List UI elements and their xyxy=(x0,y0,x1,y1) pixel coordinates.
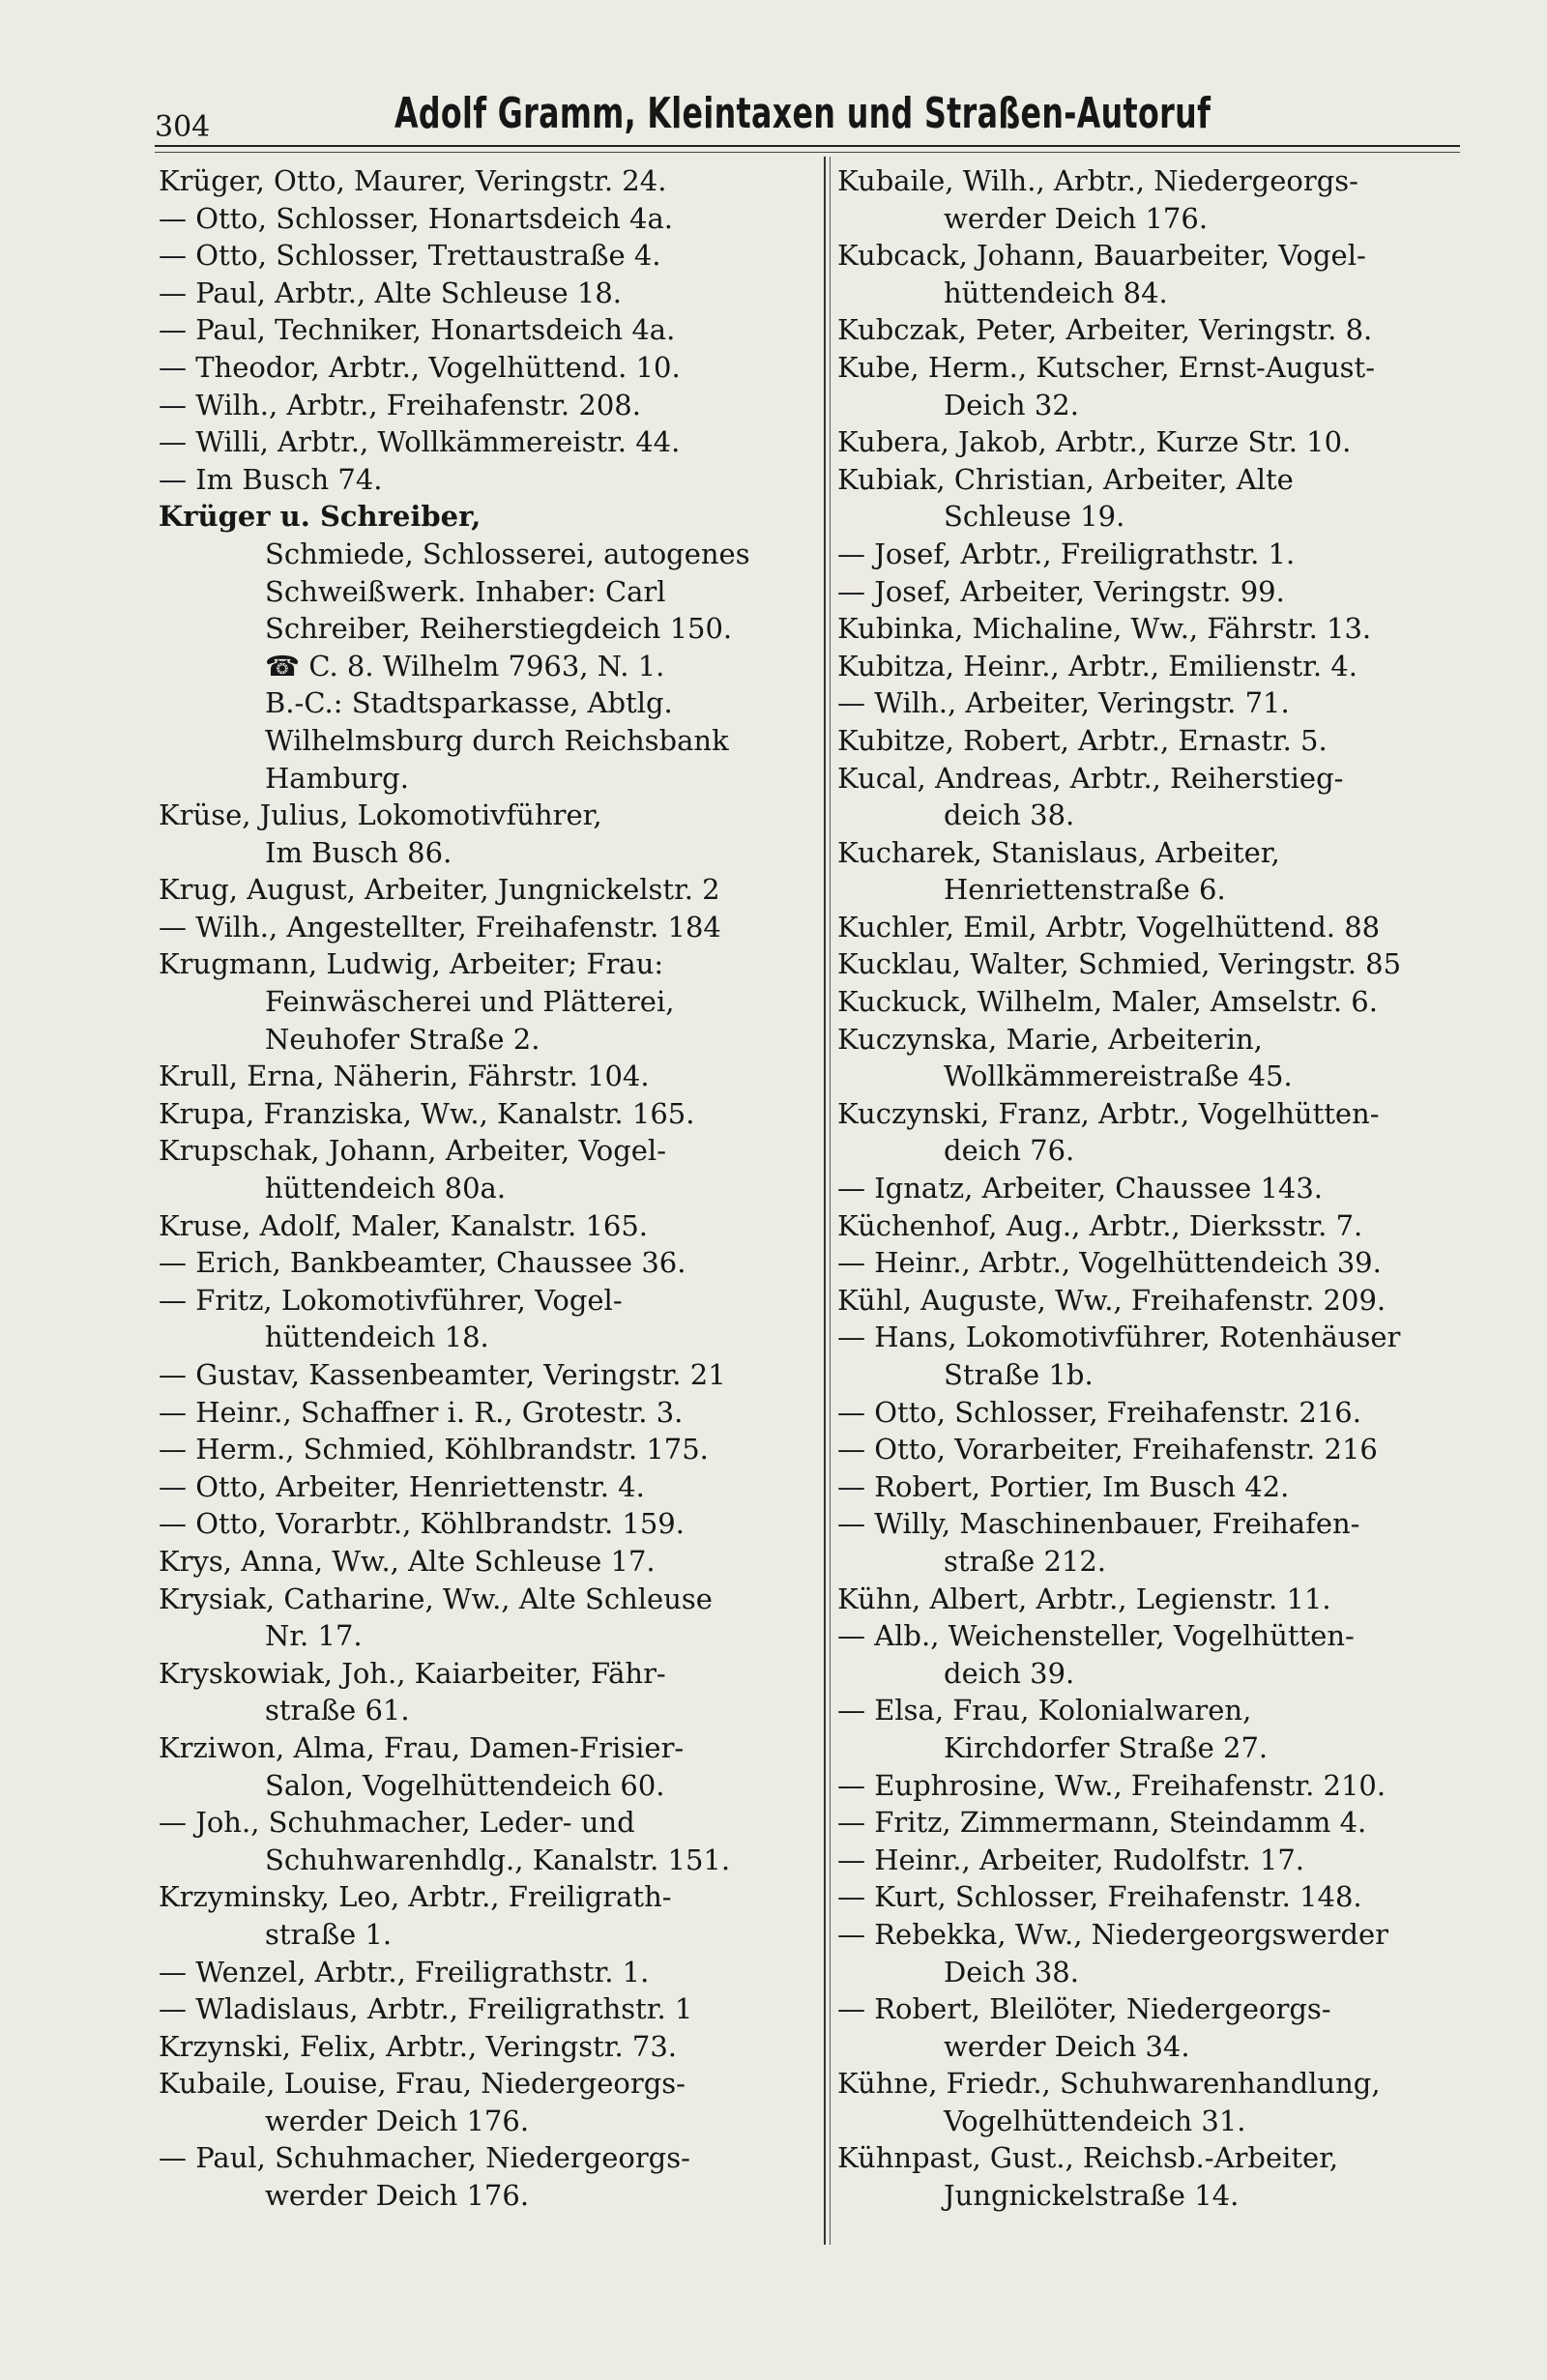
directory-entry xyxy=(159,200,797,238)
entry-name-line: Krupa, Franziska, Ww., Kanalstr. 165. xyxy=(159,1096,695,1130)
entry-name-line: — Otto, Schlosser, Honartsdeich 4a. xyxy=(159,201,673,235)
entry-continuation-line: hüttendeich 18. xyxy=(265,1321,489,1354)
entry-name-line: Kubaile, Louise, Frau, Niedergeorgs- xyxy=(159,2067,686,2101)
directory-entry xyxy=(159,871,797,909)
entry-name-line: — Heinr., Arbtr., Vogelhüttendeich 39. xyxy=(837,1246,1382,1280)
directory-entry xyxy=(837,536,1485,573)
entry-name-line: — Erich, Bankbeamter, Chaussee 36. xyxy=(159,1246,686,1280)
entry-continuation-line: Wilhelmsburg durch Reichsbank xyxy=(265,723,729,757)
entry-name-line: — Heinr., Schaffner i. R., Grotestr. 3. xyxy=(159,1395,684,1429)
entry-name-line: — Willy, Maschinenbauer, Freihafen- xyxy=(837,1507,1360,1541)
header-rule xyxy=(155,145,1460,147)
directory-entry xyxy=(159,1878,797,1953)
directory-entry xyxy=(159,1132,797,1206)
entry-continuation-line: B.-C.: Stadtsparkasse, Abtlg. xyxy=(265,686,673,720)
directory-entry xyxy=(837,610,1485,648)
directory-entry xyxy=(159,349,797,387)
column-divider-thin xyxy=(830,157,831,2245)
directory-entry xyxy=(837,1394,1485,1432)
directory-entry xyxy=(837,1581,1485,1618)
directory-entry xyxy=(159,1729,797,1804)
entry-name-line: Kuckuck, Wilhelm, Maler, Amselstr. 6. xyxy=(837,985,1378,1019)
entry-continuation-line: deich 39. xyxy=(944,1656,1075,1690)
directory-entry xyxy=(837,311,1485,349)
directory-entry xyxy=(159,1095,797,1133)
directory-entry xyxy=(837,1692,1485,1766)
entry-name-line: Kube, Herm., Kutscher, Ernst-August- xyxy=(837,350,1376,384)
entry-name-line: Kubinka, Michaline, Ww., Fährstr. 13. xyxy=(837,612,1372,646)
column-divider xyxy=(824,157,826,2245)
directory-entry xyxy=(159,909,797,946)
entry-continuation-line: Schleuse 19. xyxy=(944,500,1125,534)
entry-continuation-line: Salon, Vogelhüttendeich 60. xyxy=(265,1768,665,1802)
directory-entry xyxy=(159,1207,797,1245)
entry-continuation-line: ☎ C. 8. Wilhelm 7963, N. 1. xyxy=(265,649,665,682)
directory-entry xyxy=(837,983,1485,1021)
entry-continuation-line: Straße 1b. xyxy=(944,1358,1094,1391)
directory-entry xyxy=(159,1282,797,1356)
directory-entry xyxy=(837,1617,1485,1692)
entry-name-line: — Hans, Lokomotivführer, Rotenhäuser xyxy=(837,1321,1401,1354)
directory-entry xyxy=(837,1319,1485,1393)
entry-name-line: — Otto, Schlosser, Trettaustraße 4. xyxy=(159,239,661,273)
entry-continuation-line: Henriettenstraße 6. xyxy=(944,873,1226,907)
entry-name-line: Krull, Erna, Näherin, Fährstr. 104. xyxy=(159,1059,650,1093)
directory-entry xyxy=(159,1543,797,1581)
entry-continuation-line: Nr. 17. xyxy=(265,1619,363,1653)
entry-name-line: — Paul, Arbtr., Alte Schleuse 18. xyxy=(159,276,622,309)
entry-name-line: — Wilh., Arbeiter, Veringstr. 71. xyxy=(837,686,1290,720)
directory-entry xyxy=(159,387,797,424)
directory-entry xyxy=(837,834,1485,909)
entry-continuation-line: werder Deich 176. xyxy=(944,201,1209,235)
entry-continuation-line: Schmiede, Schlosserei, autogenes xyxy=(265,537,750,570)
entry-name-line: Kucal, Andreas, Arbtr., Reiherstieg- xyxy=(837,761,1344,795)
entry-name-line: Krüger u. Schreiber, xyxy=(159,500,482,534)
directory-entry xyxy=(837,1244,1485,1282)
entry-name-line: Kruse, Adolf, Maler, Kanalstr. 165. xyxy=(159,1208,649,1242)
directory-entry xyxy=(837,423,1485,461)
directory-entry xyxy=(837,2065,1485,2139)
directory-entry xyxy=(837,760,1485,834)
entry-name-line: Kühnpast, Gust., Reichsb.-Arbeiter, xyxy=(837,2141,1339,2175)
entry-continuation-line: Neuhofer Straße 2. xyxy=(265,1022,540,1056)
entry-continuation-line: hüttendeich 80a. xyxy=(265,1172,507,1205)
right-column xyxy=(837,162,1485,2215)
directory-entry xyxy=(837,2139,1485,2214)
directory-entry xyxy=(837,1505,1485,1580)
entry-name-line: Kucharek, Stanislaus, Arbeiter, xyxy=(837,835,1280,869)
directory-entry xyxy=(837,1282,1485,1320)
directory-entry xyxy=(837,1431,1485,1468)
entry-continuation-line: werder Deich 34. xyxy=(944,2029,1190,2063)
directory-entry xyxy=(837,1842,1485,1879)
entry-continuation-line: werder Deich 176. xyxy=(265,2179,530,2213)
directory-entry xyxy=(159,162,797,200)
directory-entry xyxy=(837,1095,1485,1170)
entry-name-line: Krug, August, Arbeiter, Jungnickelstr. 2 xyxy=(159,873,720,907)
directory-entry xyxy=(159,2139,797,2214)
entry-name-line: Krzyminsky, Leo, Arbtr., Freiligrath- xyxy=(159,1880,672,1914)
entry-name-line: Kucklau, Walter, Schmied, Veringstr. 85 xyxy=(837,947,1402,981)
entry-name-line: — Wilh., Angestellter, Freihafenstr. 184 xyxy=(159,910,721,943)
directory-entry xyxy=(159,1655,797,1729)
directory-entry xyxy=(159,797,797,871)
entry-name-line: Krziwon, Alma, Frau, Damen-Frisier- xyxy=(159,1730,685,1764)
directory-entry xyxy=(837,1170,1485,1207)
directory-entry xyxy=(159,1468,797,1506)
directory-entry xyxy=(837,684,1485,722)
entry-name-line: Kühne, Friedr., Schuhwarenhandlung, xyxy=(837,2067,1381,2101)
entry-name-line: — Robert, Portier, Im Busch 42. xyxy=(837,1469,1290,1503)
entry-continuation-line: deich 76. xyxy=(944,1134,1075,1168)
entry-continuation-line: Kirchdorfer Straße 27. xyxy=(944,1730,1269,1764)
directory-entry xyxy=(159,1505,797,1543)
directory-entry xyxy=(159,1954,797,1991)
directory-entry xyxy=(159,311,797,349)
entry-name-line: Kubitza, Heinr., Arbtr., Emilienstr. 4. xyxy=(837,649,1357,682)
entry-name-line: Kuczynski, Franz, Arbtr., Vogelhütten- xyxy=(837,1096,1380,1130)
entry-name-line: — Paul, Techniker, Honartsdeich 4a. xyxy=(159,313,676,347)
entry-name-line: Krys, Anna, Ww., Alte Schleuse 17. xyxy=(159,1544,656,1578)
entry-continuation-line: Schreiber, Reiherstiegdeich 150. xyxy=(265,612,733,646)
entry-name-line: — Otto, Vorarbeiter, Freihafenstr. 216 xyxy=(837,1433,1378,1466)
directory-entry xyxy=(159,1990,797,2028)
entry-name-line: — Fritz, Zimmermann, Steindamm 4. xyxy=(837,1806,1367,1840)
entry-continuation-line: deich 38. xyxy=(944,798,1075,832)
entry-continuation-line: Deich 32. xyxy=(944,388,1079,421)
entry-name-line: Küchenhof, Aug., Arbtr., Dierksstr. 7. xyxy=(837,1208,1363,1242)
entry-name-line: — Josef, Arbtr., Freiligrathstr. 1. xyxy=(837,537,1296,570)
entry-name-line: Krüse, Julius, Lokomotivführer, xyxy=(159,798,602,832)
directory-entry xyxy=(837,1804,1485,1842)
directory-entry xyxy=(837,1468,1485,1506)
directory-entry xyxy=(837,945,1485,983)
directory-entry xyxy=(837,461,1485,536)
entry-name-line: — Willi, Arbtr., Wollkämmereistr. 44. xyxy=(159,425,681,459)
entry-name-line: — Joh., Schuhmacher, Leder- und xyxy=(159,1806,635,1840)
entry-name-line: — Wladislaus, Arbtr., Freiligrathstr. 1 xyxy=(159,1992,693,2026)
entry-name-line: — Wilh., Arbtr., Freihafenstr. 208. xyxy=(159,388,641,421)
entry-name-line: Krzynski, Felix, Arbtr., Veringstr. 73. xyxy=(159,2029,678,2063)
directory-entry xyxy=(159,945,797,1058)
entry-continuation-line: straße 1. xyxy=(265,1917,393,1951)
page-header xyxy=(155,89,1470,153)
entry-name-line: Kubiak, Christian, Arbeiter, Alte xyxy=(837,462,1294,496)
entry-continuation-line: Vogelhüttendeich 31. xyxy=(944,2104,1246,2137)
entry-name-line: — Im Busch 74. xyxy=(159,462,383,496)
directory-entry xyxy=(159,275,797,312)
entry-continuation-line: straße 212. xyxy=(944,1544,1107,1578)
entry-continuation-line: hüttendeich 84. xyxy=(944,276,1168,309)
entry-name-line: — Euphrosine, Ww., Freihafenstr. 210. xyxy=(837,1768,1386,1802)
directory-entry xyxy=(159,2065,797,2139)
entry-continuation-line: Wollkämmereistraße 45. xyxy=(944,1059,1293,1093)
directory-entry xyxy=(159,423,797,461)
directory-entry xyxy=(837,1916,1485,1990)
entry-continuation-line: Deich 38. xyxy=(944,1955,1079,1988)
directory-entry xyxy=(837,349,1485,423)
entry-name-line: — Robert, Bleilöter, Niedergeorgs- xyxy=(837,1992,1331,2026)
entry-name-line: — Kurt, Schlosser, Freihafenstr. 148. xyxy=(837,1880,1362,1914)
directory-entry xyxy=(837,909,1485,946)
entry-name-line: Kubitze, Robert, Arbtr., Ernastr. 5. xyxy=(837,723,1328,757)
directory-entry xyxy=(159,461,797,499)
entry-name-line: — Ignatz, Arbeiter, Chaussee 143. xyxy=(837,1172,1324,1205)
entry-name-line: Kubcack, Johann, Bauarbeiter, Vogel- xyxy=(837,239,1366,273)
entry-name-line: Krupschak, Johann, Arbeiter, Vogel- xyxy=(159,1134,666,1168)
entry-name-line: — Elsa, Frau, Kolonialwaren, xyxy=(837,1694,1252,1727)
entry-continuation-line: Im Busch 86. xyxy=(265,835,452,869)
directory-entry xyxy=(159,1356,797,1394)
entry-continuation-line: Schuhwarenhdlg., Kanalstr. 151. xyxy=(265,1843,731,1876)
directory-entry xyxy=(159,1058,797,1095)
directory-entry xyxy=(159,1581,797,1655)
entry-name-line: Kryskowiak, Joh., Kaiarbeiter, Fähr- xyxy=(159,1656,666,1690)
entry-name-line: — Alb., Weichensteller, Vogelhütten- xyxy=(837,1619,1355,1653)
entry-continuation-line: Feinwäscherei und Plätterei, xyxy=(265,985,675,1019)
running-title: Adolf Gramm, Kleintaxen und Straßen-Autoruf xyxy=(394,89,1211,138)
directory-entry xyxy=(837,1767,1485,1805)
header-rule-thin xyxy=(155,152,1460,153)
entry-name-line: — Otto, Vorarbtr., Köhlbrandstr. 159. xyxy=(159,1507,685,1541)
directory-entry xyxy=(837,573,1485,611)
directory-entry xyxy=(159,1431,797,1468)
entry-continuation-line: straße 61. xyxy=(265,1694,410,1727)
directory-entry xyxy=(159,237,797,275)
entry-name-line: Krüger, Otto, Maurer, Veringstr. 24. xyxy=(159,164,667,197)
entry-name-line: Kühl, Auguste, Ww., Freihafenstr. 209. xyxy=(837,1283,1386,1317)
entry-name-line: — Rebekka, Ww., Niedergeorgswerder xyxy=(837,1917,1388,1951)
entry-name-line: — Gustav, Kassenbeamter, Veringstr. 21 xyxy=(159,1358,726,1391)
entry-name-line: Kubczak, Peter, Arbeiter, Veringstr. 8. xyxy=(837,313,1373,347)
entry-name-line: Kuczynska, Marie, Arbeiterin, xyxy=(837,1022,1263,1056)
directory-entry xyxy=(837,1207,1485,1245)
entry-name-line: Kuchler, Emil, Arbtr, Vogelhüttend. 88 xyxy=(837,910,1381,943)
directory-entry xyxy=(159,2028,797,2066)
directory-entry xyxy=(159,1804,797,1878)
directory-entry xyxy=(837,1878,1485,1916)
entry-name-line: Kubera, Jakob, Arbtr., Kurze Str. 10. xyxy=(837,425,1352,459)
entry-name-line: — Otto, Schlosser, Freihafenstr. 216. xyxy=(837,1395,1361,1429)
directory-entry xyxy=(837,722,1485,760)
directory-entry xyxy=(159,1394,797,1432)
entry-name-line: Kubaile, Wilh., Arbtr., Niedergeorgs- xyxy=(837,164,1358,197)
page-number: 304 xyxy=(155,110,211,144)
entry-continuation-line: Hamburg. xyxy=(265,761,409,795)
entry-continuation-line: Jungnickelstraße 14. xyxy=(944,2179,1240,2213)
entry-name-line: Krysiak, Catharine, Ww., Alte Schleuse xyxy=(159,1582,713,1615)
entry-name-line: Krugmann, Ludwig, Arbeiter; Frau: xyxy=(159,947,664,981)
entry-name-line: — Heinr., Arbeiter, Rudolfstr. 17. xyxy=(837,1843,1305,1876)
directory-entry xyxy=(837,237,1485,311)
entry-continuation-line: Schweißwerk. Inhaber: Carl xyxy=(265,574,666,608)
entry-name-line: — Otto, Arbeiter, Henriettenstr. 4. xyxy=(159,1469,645,1503)
entry-continuation-line: werder Deich 176. xyxy=(265,2104,530,2137)
entry-name-line: — Fritz, Lokomotivführer, Vogel- xyxy=(159,1283,623,1317)
directory-entry xyxy=(159,498,797,797)
directory-entry xyxy=(837,1990,1485,2065)
entry-name-line: — Wenzel, Arbtr., Freiligrathstr. 1. xyxy=(159,1955,650,1988)
directory-entry xyxy=(837,162,1485,237)
left-column xyxy=(159,162,797,2215)
entry-name-line: — Herm., Schmied, Köhlbrandstr. 175. xyxy=(159,1433,709,1466)
entry-name-line: — Theodor, Arbtr., Vogelhüttend. 10. xyxy=(159,350,681,384)
entry-name-line: — Paul, Schuhmacher, Niedergeorgs- xyxy=(159,2141,690,2175)
directory-entry xyxy=(837,648,1485,685)
directory-entry xyxy=(159,1244,797,1282)
entry-name-line: Kühn, Albert, Arbtr., Legienstr. 11. xyxy=(837,1582,1331,1615)
entry-name-line: — Josef, Arbeiter, Veringstr. 99. xyxy=(837,574,1285,608)
directory-entry xyxy=(837,1021,1485,1095)
